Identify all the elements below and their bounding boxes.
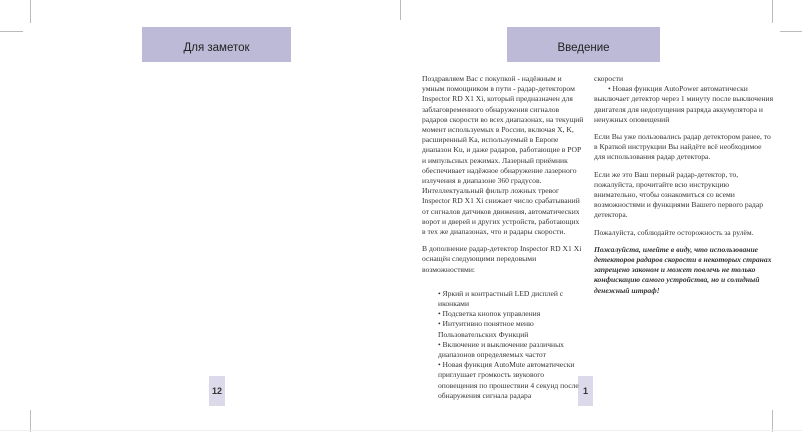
right-page-header [507, 27, 660, 62]
legal-warning: Пожалуйста, имейте в виду, что использование детекторов радаров скорости в некоторых странах запрещено законом и может повлечь не только конфискацию самого устройства, но и солидный денежный штраф! [594, 244, 772, 295]
crop-mark [30, 410, 31, 432]
feature-item: • Яркий и контрастный LED дисплей с иконками [438, 288, 564, 309]
feature-item: • Новая функция AutoMute автоматически приглушает громкость звукового оповещения по прошествии 4 секунд после обнаружения сигнала радара [438, 360, 579, 400]
paragraph: Если же это Ваш первый радар-детектор, то, пожалуйста, прочитайте всю инструкцию внимательно, чтобы ознакомиться со всеми возможностями и функциями Вашего первого радар детектора. [594, 169, 764, 220]
right-header-title: Введение [557, 41, 610, 54]
intro-paragraph: Поздравляем Вас с покупкой - надёжным и умным помощником в пути - радар-детектором Inspector RD X1 Xi, который предназначен для заблаговременного обнаружения сигналов радаров скорости во всех диапазонах, на текущий момент используемых в России, включая X, K, расширенный Ka, используемый в Европе диапазон Ku, и даже радаров, работающие в POP и импульсных режимах. Лазерный приёмник обеспечивает надёжное обнаружение лазерного излучения в диапазоне 360 градусов. Интеллектуальный фильтр ложных тревог Inspector RD X1 Xi снижает число срабатываний от сигналов датчиков движения, автоматических ворот и дверей и других устройств, работающих в тех же диапазонах, что и радары скорости. [422, 74, 584, 237]
paragraph: Пожалуйста, соблюдайте осторожность за рулём. [594, 227, 754, 237]
paragraph: Если Вы уже пользовались радар детектором ранее, то в Краткой инструкции Вы найдёте всё необходимое для использования радар детектора. [594, 132, 771, 162]
features-intro: В дополнение радар-детектор Inspector RD X1 Xi оснащён следующими передовыми возможностями: [422, 244, 582, 274]
left-header-title: Для заметок [183, 41, 250, 54]
feature-item: • Подсветка кнопок управления [438, 309, 541, 319]
crop-mark [772, 410, 773, 432]
feature-autopower: • Новая функция AutoPower автоматически выключает детектор через 1 минуту после выключения двигателя для недопущения разряда аккумулятора и ненужных оповещений [594, 84, 774, 124]
left-page-number: 12 [209, 376, 225, 406]
continuation-text: скорости [594, 74, 624, 83]
right-page-number: 1 [578, 376, 593, 406]
text-column-1 [422, 74, 584, 401]
feature-item: • Включение и выключение различных диапазонов определяемых частот [438, 339, 564, 360]
page-edge [0, 430, 802, 431]
feature-item: • Интуитивно понятное меню Пользовательских Функций [438, 319, 534, 339]
crop-mark [780, 31, 802, 32]
text-column-2 [594, 74, 774, 303]
crop-mark [0, 31, 23, 32]
crop-mark [772, 0, 773, 23]
crop-mark [30, 0, 31, 23]
features-list [422, 289, 584, 401]
left-page-header [142, 27, 291, 62]
crop-mark [400, 0, 401, 20]
